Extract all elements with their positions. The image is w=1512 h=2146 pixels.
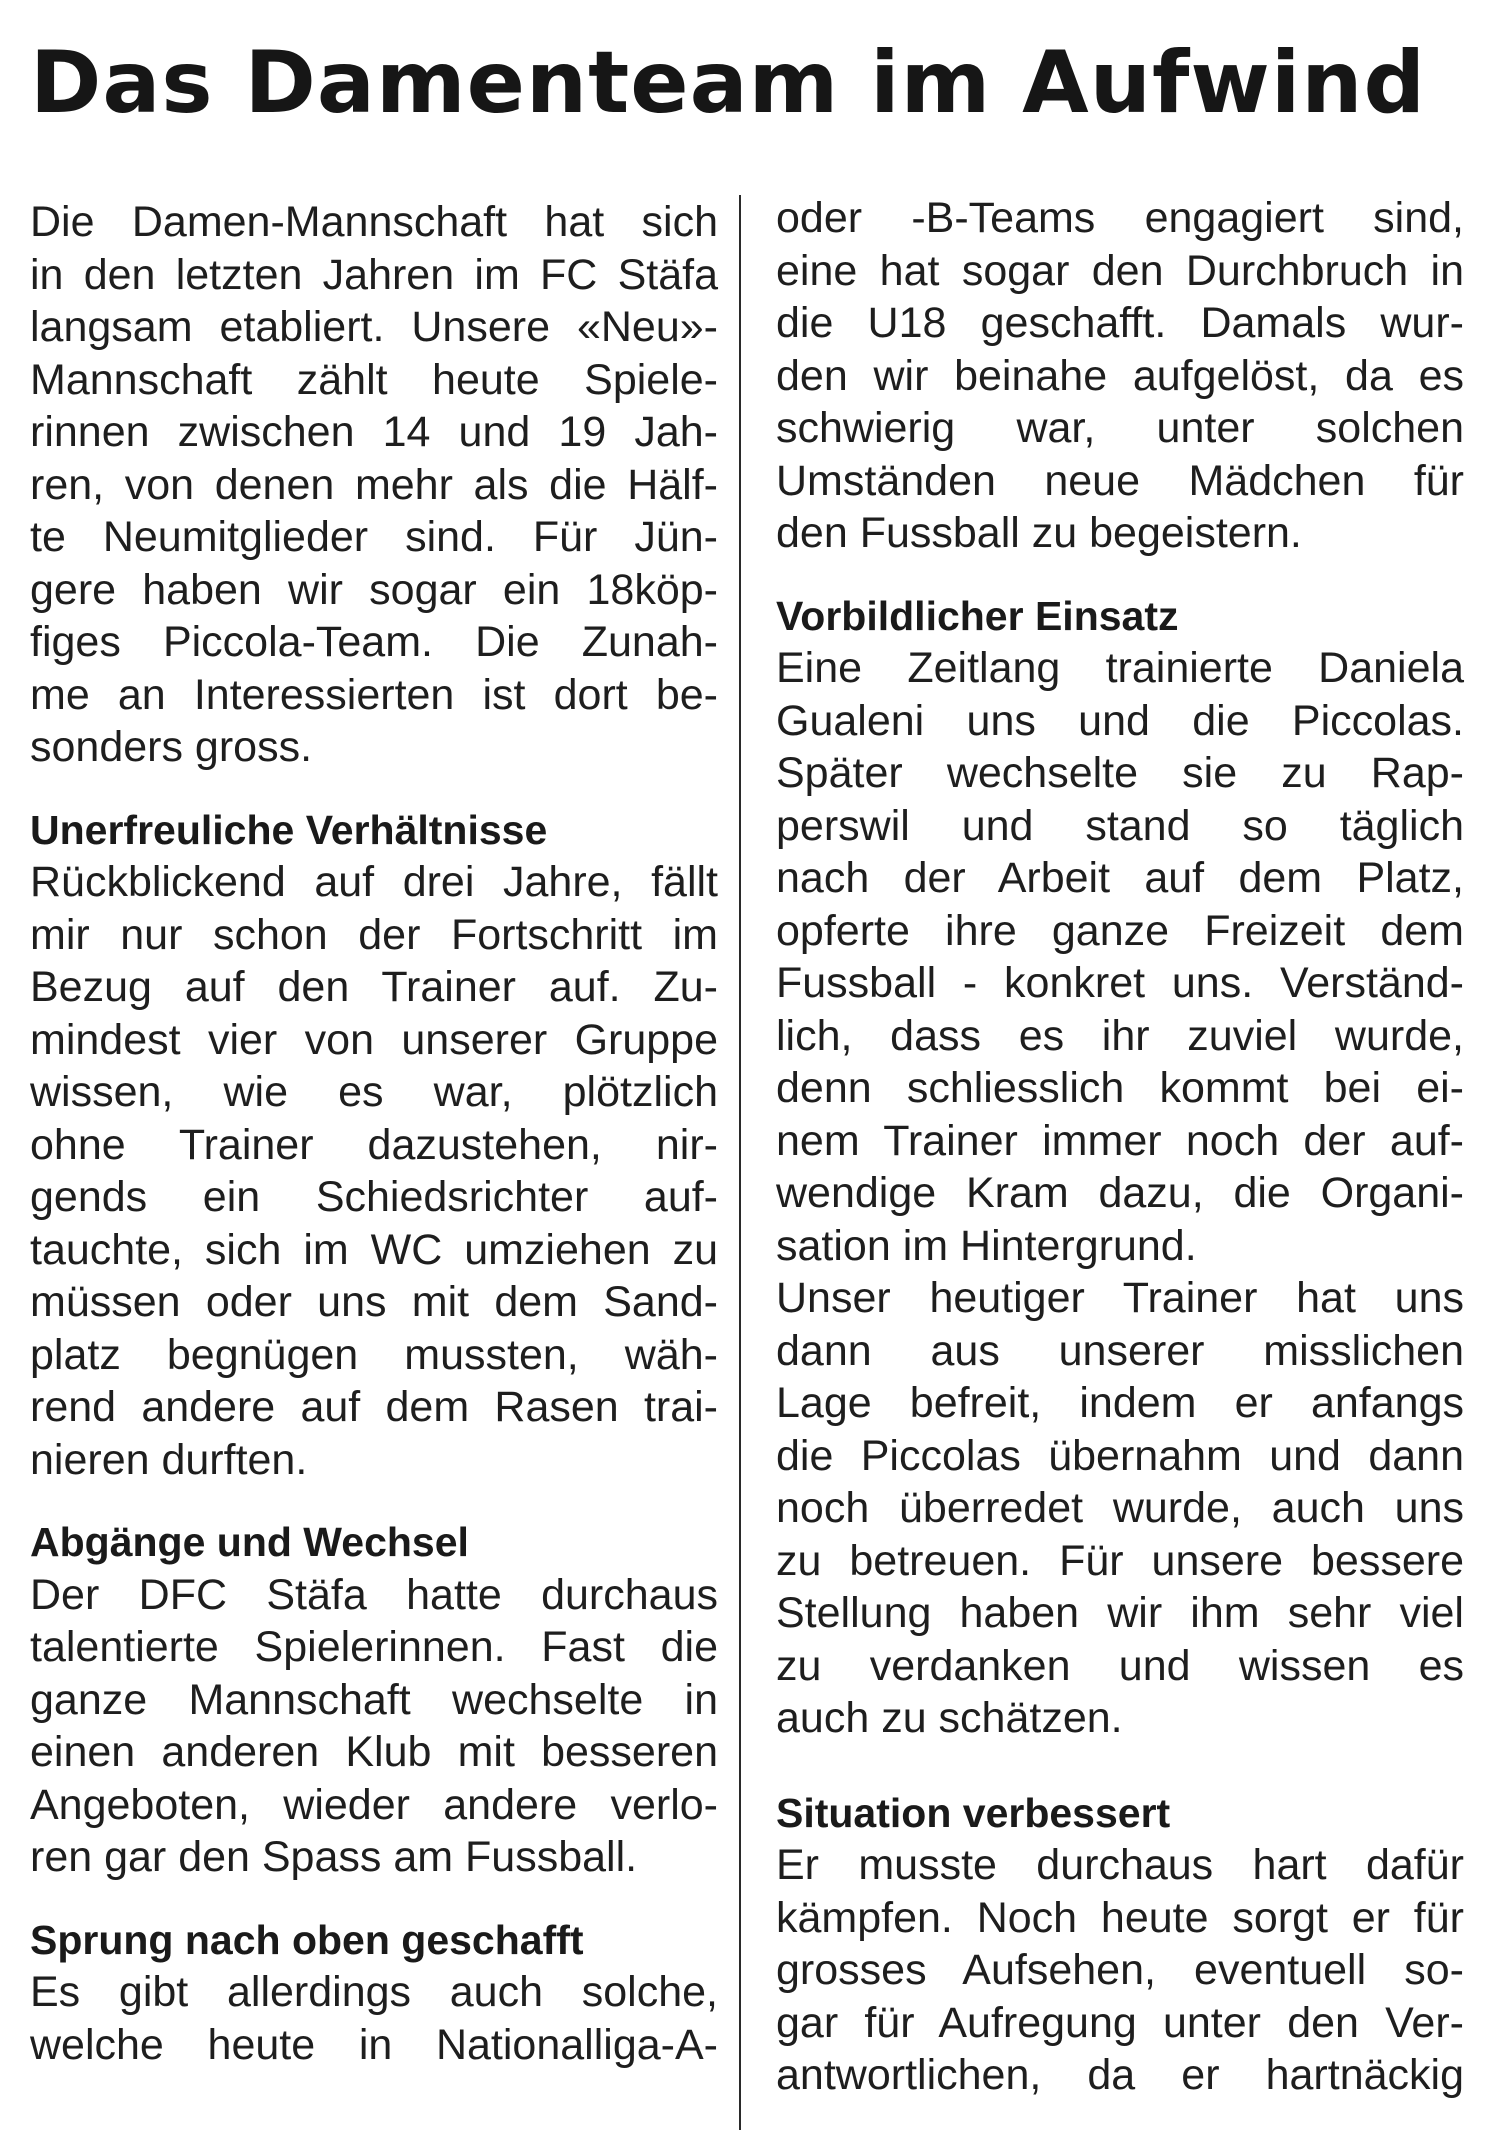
body-paragraph bbox=[30, 1569, 718, 1884]
text-line: Stellung haben wir ihm sehr viel bbox=[776, 1589, 1464, 1637]
text-line: Unser heutiger Trainer hat uns bbox=[776, 1274, 1464, 1322]
text-line: Gualeni uns und die Piccolas. bbox=[776, 696, 1464, 745]
text-line: nach der Arbeit auf dem Platz, bbox=[776, 854, 1464, 902]
text-line: nem Trainer immer noch der auf- bbox=[776, 1116, 1464, 1165]
text-line: ren gar den Spass am Fussball. bbox=[30, 1833, 638, 1881]
text-line: Rückblickend auf drei Jahre, fällt bbox=[30, 858, 718, 906]
text-line: Eine Zeitlang trainierte Daniela bbox=[776, 644, 1464, 692]
column-divider bbox=[739, 195, 741, 2130]
text-line: welche heute in Nationalliga-A- bbox=[30, 2020, 718, 2069]
text-line: Später wechselte sie zu Rap- bbox=[776, 749, 1464, 797]
text-line: dann aus unserer misslichen bbox=[776, 1326, 1464, 1375]
text-line: auch zu schätzen. bbox=[776, 1694, 1123, 1742]
text-line: schwierig war, unter solchen bbox=[776, 404, 1464, 452]
intro-paragraph bbox=[30, 196, 718, 774]
text-line: einen anderen Klub mit besseren bbox=[30, 1728, 718, 1776]
text-line: te Neumitglieder sind. Für Jün- bbox=[30, 513, 718, 561]
text-line: Er musste durchaus hart dafür bbox=[776, 1841, 1464, 1889]
body-paragraph bbox=[776, 1272, 1464, 1745]
body-paragraph bbox=[776, 642, 1464, 1272]
text-line: wendige Kram dazu, die Organi- bbox=[776, 1169, 1464, 1217]
text-line: langsam etabliert. Unsere «Neu»- bbox=[30, 303, 718, 351]
text-line: noch überredet wurde, auch uns bbox=[776, 1484, 1464, 1532]
left-column bbox=[30, 196, 718, 2071]
text-line: opferte ihre ganze Freizeit dem bbox=[776, 906, 1464, 955]
article-title: Das Damenteam im Aufwind bbox=[30, 33, 1427, 133]
text-line: Es gibt allerdings auch solche, bbox=[30, 1968, 718, 2016]
text-line: gere haben wir sogar ein 18köp- bbox=[30, 565, 718, 614]
text-line: rend andere auf dem Rasen trai- bbox=[30, 1383, 718, 1431]
text-line: me an Interessierten ist dort be- bbox=[30, 670, 718, 719]
text-line: denn schliesslich kommt bei ei- bbox=[776, 1064, 1464, 1112]
text-line: Angeboten, wieder andere verlo- bbox=[30, 1780, 718, 1829]
text-line: tauchte, sich im WC umziehen zu bbox=[30, 1225, 718, 1274]
text-line: eine hat sogar den Durchbruch in bbox=[776, 246, 1464, 295]
text-line: nieren durften. bbox=[30, 1435, 308, 1484]
text-line: gar für Aufregung unter den Ver- bbox=[776, 1998, 1464, 2047]
text-line: kämpfen. Noch heute sorgt er für bbox=[776, 1893, 1464, 1942]
text-line: mindest vier von unserer Gruppe bbox=[30, 1015, 718, 1064]
text-line: ohne Trainer dazustehen, nir- bbox=[30, 1120, 718, 1169]
text-line: den wir beinahe aufgelöst, da es bbox=[776, 351, 1464, 400]
text-line: mir nur schon der Fortschritt im bbox=[30, 910, 718, 959]
text-line: zu betreuen. Für unsere bessere bbox=[776, 1536, 1464, 1585]
body-paragraph bbox=[776, 192, 1464, 560]
text-line: wissen, wie es war, plötzlich bbox=[30, 1068, 718, 1116]
text-line: Bezug auf den Trainer auf. Zu- bbox=[30, 963, 718, 1011]
text-line: Lage befreit, indem er anfangs bbox=[776, 1379, 1464, 1427]
text-line: sation im Hintergrund. bbox=[776, 1221, 1197, 1270]
text-line: Die Damen-Mannschaft hat sich bbox=[30, 198, 718, 246]
text-line: grosses Aufsehen, eventuell so- bbox=[776, 1946, 1464, 1994]
section-heading: Abgänge und Wechsel bbox=[30, 1519, 469, 1565]
text-line: rinnen zwischen 14 und 19 Jah- bbox=[30, 408, 718, 456]
section-heading: Unerfreuliche Verhältnisse bbox=[30, 806, 548, 853]
text-line: die Piccolas übernahm und dann bbox=[776, 1431, 1464, 1480]
text-line: lich, dass es ihr zuviel wurde, bbox=[776, 1011, 1464, 1060]
text-line: zu verdanken und wissen es bbox=[776, 1641, 1464, 1690]
text-line: sonders gross. bbox=[30, 723, 313, 771]
text-line: Fussball - konkret uns. Verständ- bbox=[776, 959, 1464, 1007]
text-line: perswil und stand so täglich bbox=[776, 801, 1464, 850]
section-heading: Vorbildlicher Einsatz bbox=[776, 592, 1179, 639]
text-line: platz begnügen mussten, wäh- bbox=[30, 1330, 718, 1379]
section-heading: Situation verbessert bbox=[776, 1789, 1171, 1836]
body-paragraph bbox=[30, 856, 718, 1486]
text-line: antwortlichen, da er hartnäckig bbox=[776, 2051, 1464, 2099]
text-line: ganze Mannschaft wechselte in bbox=[30, 1675, 718, 1724]
text-line: Mannschaft zählt heute Spiele- bbox=[30, 355, 718, 404]
text-line: Umständen neue Mädchen für bbox=[776, 456, 1464, 505]
right-column bbox=[776, 192, 1464, 2102]
text-line: müssen oder uns mit dem Sand- bbox=[30, 1278, 718, 1326]
text-line: gends ein Schiedsrichter auf- bbox=[30, 1173, 718, 1221]
text-line: den Fussball zu begeistern. bbox=[776, 509, 1302, 557]
text-line: in den letzten Jahren im FC Stäfa bbox=[30, 250, 718, 299]
text-line: die U18 geschafft. Damals wur- bbox=[776, 299, 1464, 347]
section-heading: Sprung nach oben geschafft bbox=[30, 1916, 584, 1963]
body-paragraph bbox=[776, 1839, 1464, 2102]
text-line: oder -B-Teams engagiert sind, bbox=[776, 194, 1464, 242]
text-line: Der DFC Stäfa hatte durchaus bbox=[30, 1570, 718, 1619]
text-line: talentierte Spielerinnen. Fast die bbox=[30, 1623, 718, 1671]
text-line: figes Piccola-Team. Die Zunah- bbox=[30, 618, 718, 666]
text-line: ren, von denen mehr als die Hälf- bbox=[30, 460, 718, 509]
body-paragraph bbox=[30, 1966, 718, 2071]
